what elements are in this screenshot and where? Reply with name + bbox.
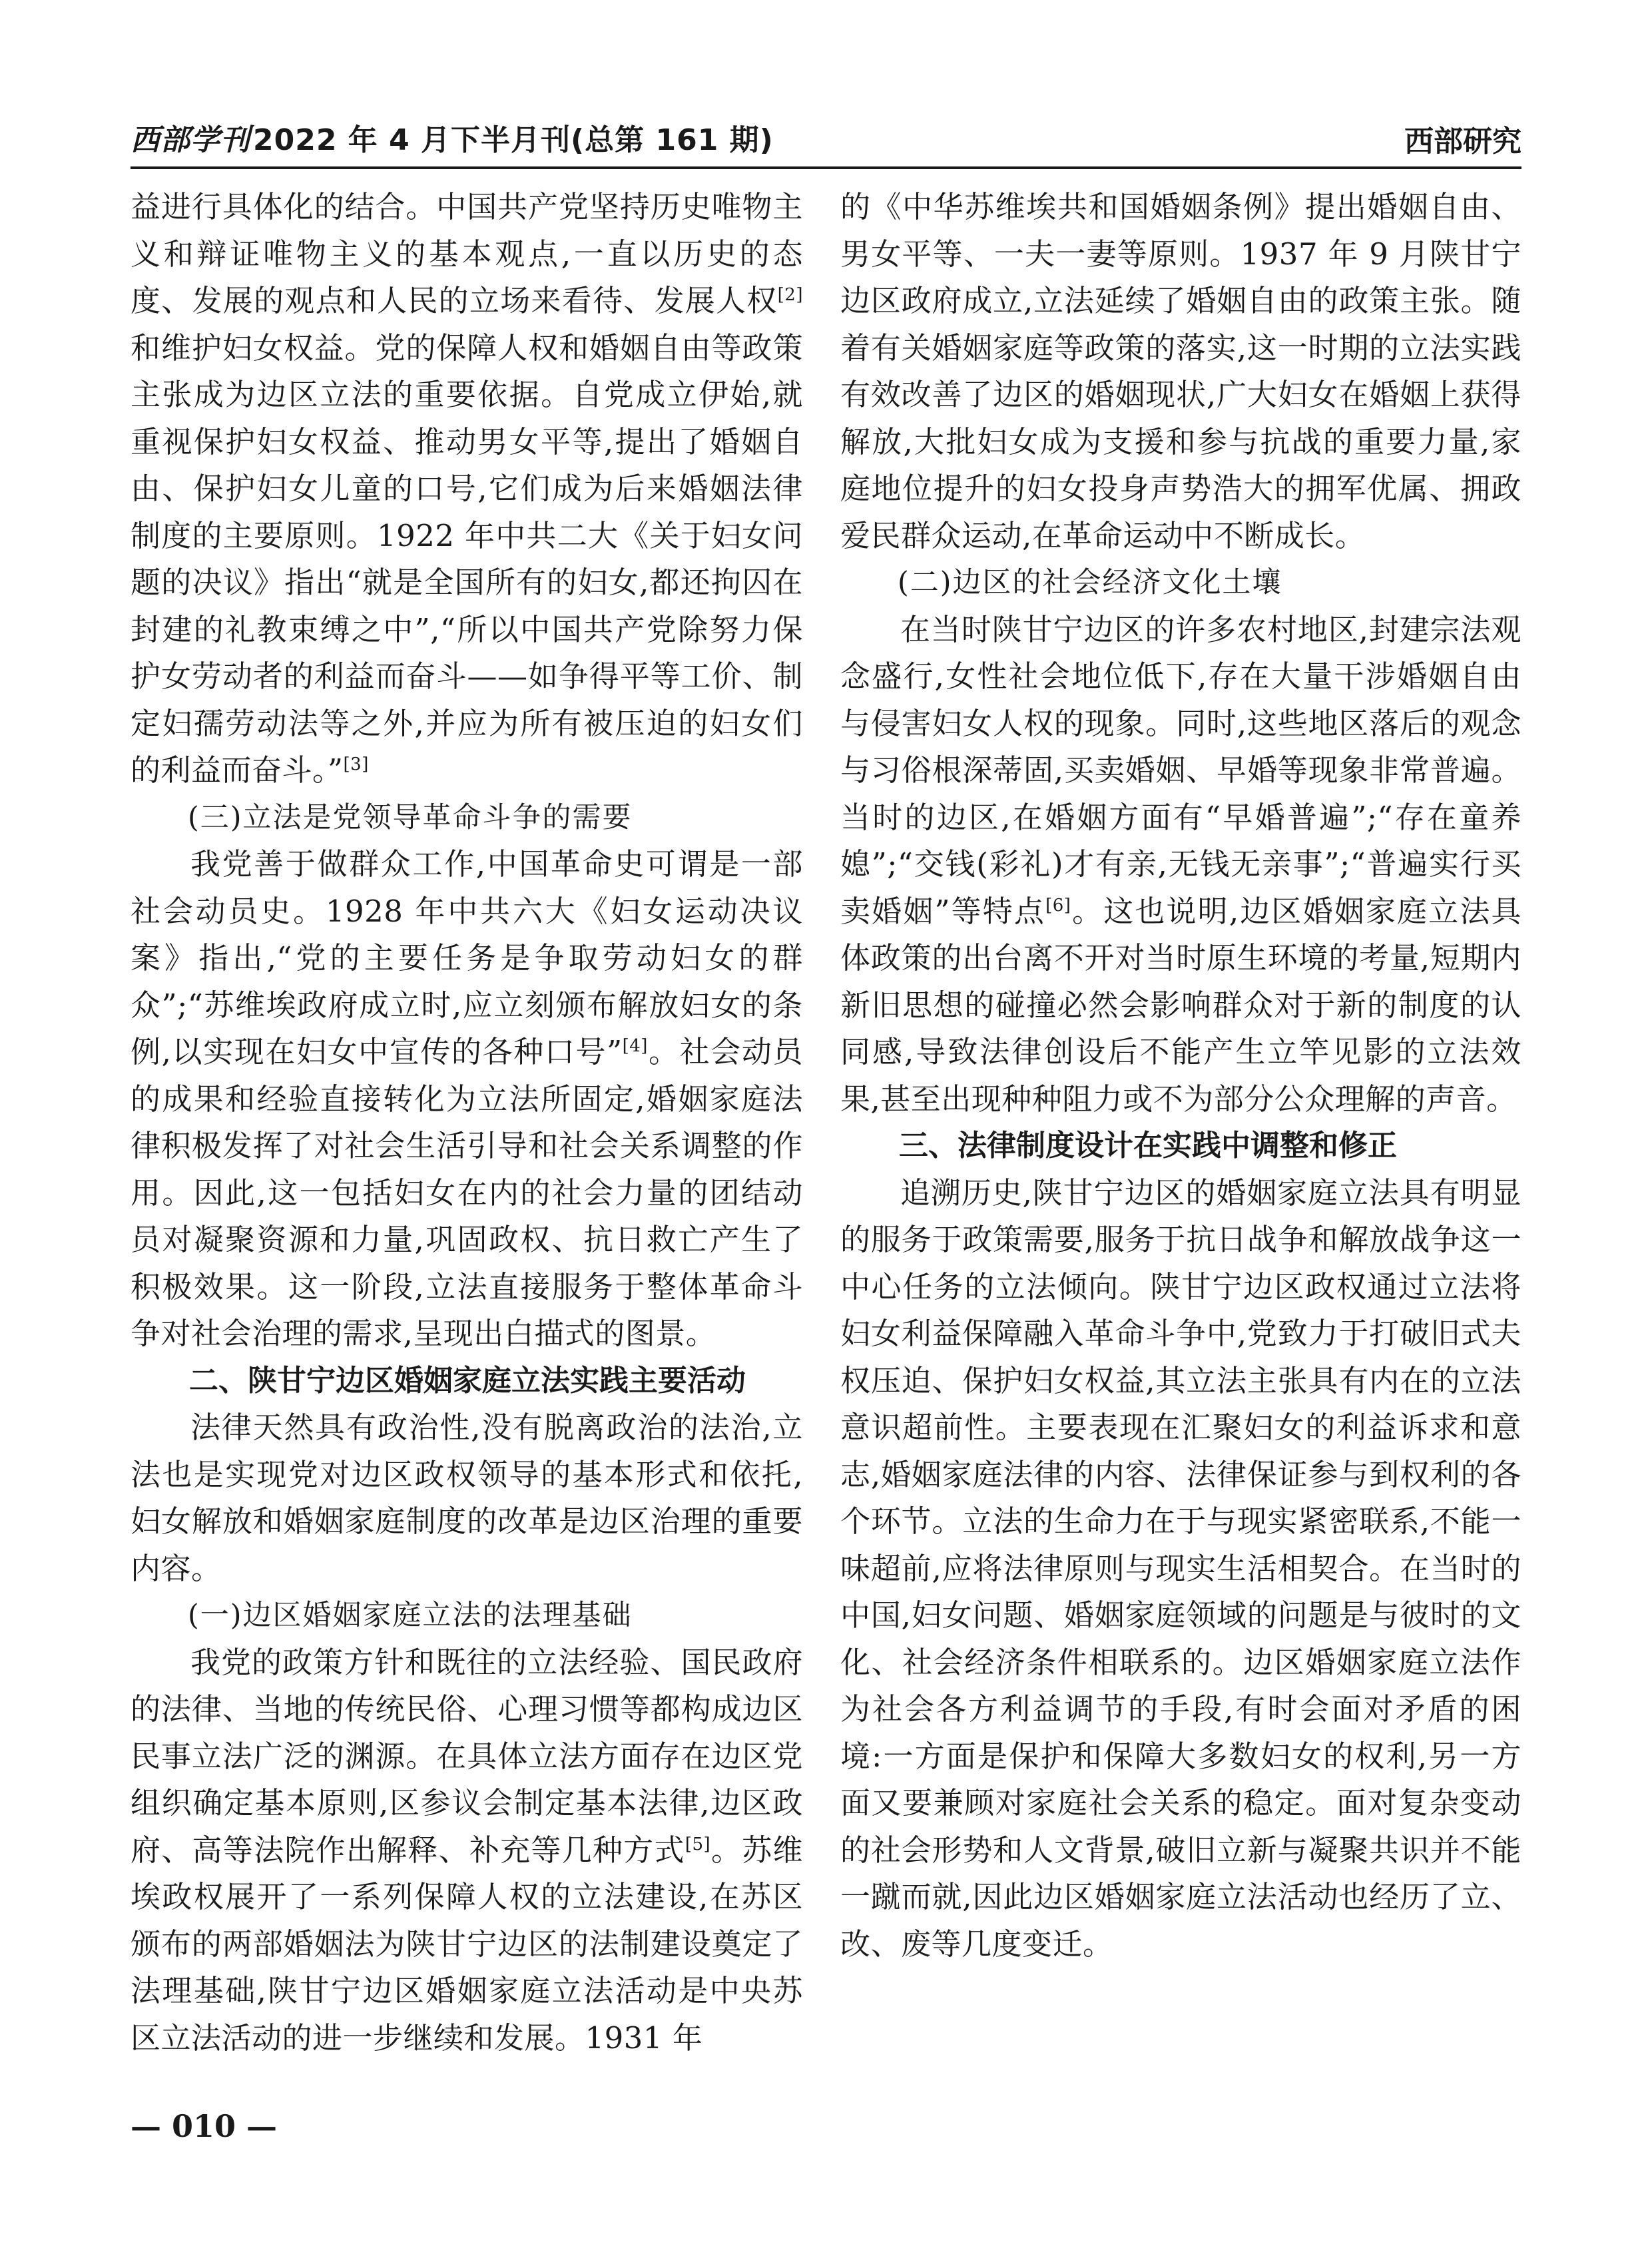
- body-paragraph: [131, 184, 803, 794]
- paragraph-text: 的《中华苏维埃共和国婚姻条例》提出婚姻自由、男女平等、一夫一妻等原则。1937 年 9 月陕甘宁边区政府成立,立法延续了婚姻自由的政策主张。随着有关婚姻家庭等政策的落实,这一时期的立法实践有效改善了边区的婚姻现状,广大妇女在婚姻上获得解放,大批妇女成为支援和参与抗战的重要力量,家庭地位提升的妇女投身声势浩大的拥军优属、拥政爱民群众运动,在革命运动中不断成长。: [840, 189, 1521, 553]
- subsection-heading: (一)边区婚姻家庭立法的法理基础: [188, 1599, 633, 1632]
- running-header: [131, 112, 1521, 161]
- body-paragraph: [131, 841, 803, 1358]
- body-paragraph: [840, 184, 1521, 559]
- paragraph-text: 。苏维埃政权展开了一系列保障人权的立法建设,在苏区颁布的两部婚姻法为陕甘宁边区的法制建设奠定了法理基础,陕甘宁边区婚姻家庭立法活动是中央苏区立法活动的进一步继续和发展。1931 年: [131, 1832, 803, 2056]
- paragraph-text: 益进行具体化的结合。中国共产党坚持历史唯物主义和辩证唯物主义的基本观点,一直以历史的态度、发展的观点和人民的立场来看待、发展人权: [131, 189, 803, 318]
- subsection-heading: (二)边区的社会经济文化土壤: [898, 566, 1282, 599]
- header-divider: [131, 166, 1521, 169]
- subsection-heading: (三)立法是党领导革命斗争的需要: [188, 800, 633, 834]
- citation-marker: [5]: [685, 1834, 711, 1854]
- body-paragraph: [131, 1639, 803, 2062]
- body-paragraph: [840, 607, 1521, 1123]
- paragraph-text: 我党的政策方针和既往的立法经验、国民政府的法律、当地的传统民俗、心理习惯等都构成边区民事立法广泛的渊源。在具体立法方面存在边区党组织确定基本原则,区参议会制定基本法律,边区政府、高等法院作出解释、补充等几种方式: [131, 1644, 803, 1868]
- paragraph-text: 追溯历史,陕甘宁边区的婚姻家庭立法具有明显的服务于政策需要,服务于抗日战争和解放战争这一中心任务的立法倾向。陕甘宁边区政权通过立法将妇女利益保障融入革命斗争中,党致力于打破旧式夫权压迫、保护妇女权益,其立法主张具有内在的立法意识超前性。主要表现在汇聚妇女的利益诉求和意志,婚姻家庭法律的内容、法律保证参与到权利的各个环节。立法的生命力在于与现实紧密联系,不能一味超前,应将法律原则与现实生活相契合。在当时的中国,妇女问题、婚姻家庭领域的问题是与彼时的文化、社会经济条件相联系的。边区婚姻家庭立法作为社会各方利益调节的手段,有时会面对矛盾的困境:一方面是保护和保障大多数妇女的权利,另一方面又要兼顾对家庭社会关系的稳定。面对复杂变动的社会形势和人文背景,破旧立新与凝聚共识并不能一蹴而就,因此边区婚姻家庭立法活动也经历了立、改、废等几度变迁。: [840, 1175, 1521, 1962]
- section-heading: 二、陕甘宁边区婚姻家庭立法实践主要活动: [189, 1363, 746, 1398]
- right-column: [840, 184, 1521, 1968]
- paragraph-text: 和维护妇女权益。党的保障人权和婚姻自由等政策主张成为边区立法的重要依据。自党成立伊始,就重视保护妇女权益、推动男女平等,提出了婚姻自由、保护妇女儿童的口号,它们成为后来婚姻法律制度的主要原则。1922 年中共二大《关于妇女问题的决议》指出“就是全国所有的妇女,都还拘囚在封建的礼教束缚之中”,“所以中国共产党除努力保护女劳动者的利益而奋斗——如争得平等工价、制定妇孺劳动法等之外,并应为所有被压迫的妇女们的利益而奋斗。”: [131, 330, 803, 788]
- paragraph-text: 。这也说明,边区婚姻家庭立法具体政策的出台离不开对当时原生环境的考量,短期内新旧思想的碰撞必然会影响群众对于新的制度的认同感,导致法律创设后不能产生立竿见影的立法效果,甚至出现种种阻力或不为部分公众理解的声音。: [840, 893, 1521, 1117]
- citation-marker: [3]: [343, 754, 369, 774]
- paragraph-text: 在当时陕甘宁边区的许多农村地区,封建宗法观念盛行,女性社会地位低下,存在大量干涉婚姻自由与侵害妇女人权的现象。同时,这些地区落后的观念与习俗根深蒂固,买卖婚姻、早婚等现象非常普遍。当时的边区,在婚姻方面有“早婚普遍”;“存在童养媳”;“交钱(彩礼)才有亲,无钱无亲事”;“普遍实行买卖婚姻”等特点: [840, 611, 1521, 929]
- left-column: [131, 184, 803, 2062]
- issue-info: 2022 年 4 月下半月刊(总第 161 期): [253, 123, 774, 157]
- journal-logo: 西部学刊: [131, 123, 250, 157]
- body-paragraph: [840, 1170, 1521, 1968]
- section-heading: 三、法律制度设计在实践中调整和修正: [899, 1129, 1397, 1163]
- paragraph-text: 我党善于做群众工作,中国革命史可谓是一部社会动员史。1928 年中共六大《妇女运动决议案》指出,“党的主要任务是争取劳动妇女的群众”;“苏维埃政府成立时,应立刻颁布解放妇女的条例,以实现在妇女中宣传的各种口号”: [131, 846, 803, 1069]
- journal-issue-line: [131, 116, 774, 158]
- body-paragraph: [131, 1404, 803, 1592]
- paragraph-text: 。社会动员的成果和经验直接转化为立法所固定,婚姻家庭法律积极发挥了对社会生活引导和社会关系调整的作用。因此,这一包括妇女在内的社会力量的团结动员对凝聚资源和力量,巩固政权、抗日救亡产生了积极效果。这一阶段,立法直接服务于整体革命斗争对社会治理的需求,呈现出白描式的图景。: [131, 1034, 803, 1351]
- citation-marker: [4]: [622, 1036, 648, 1056]
- citation-marker: [2]: [777, 285, 803, 305]
- page-number: — 010 —: [131, 2108, 278, 2144]
- citation-marker: [6]: [1045, 895, 1071, 916]
- section-label: 西部研究: [1404, 125, 1521, 158]
- paragraph-text: 法律天然具有政治性,没有脱离政治的法治,立法也是实现党对边区政权领导的基本形式和依托,妇女解放和婚姻家庭制度的改革是边区治理的重要内容。: [131, 1410, 803, 1586]
